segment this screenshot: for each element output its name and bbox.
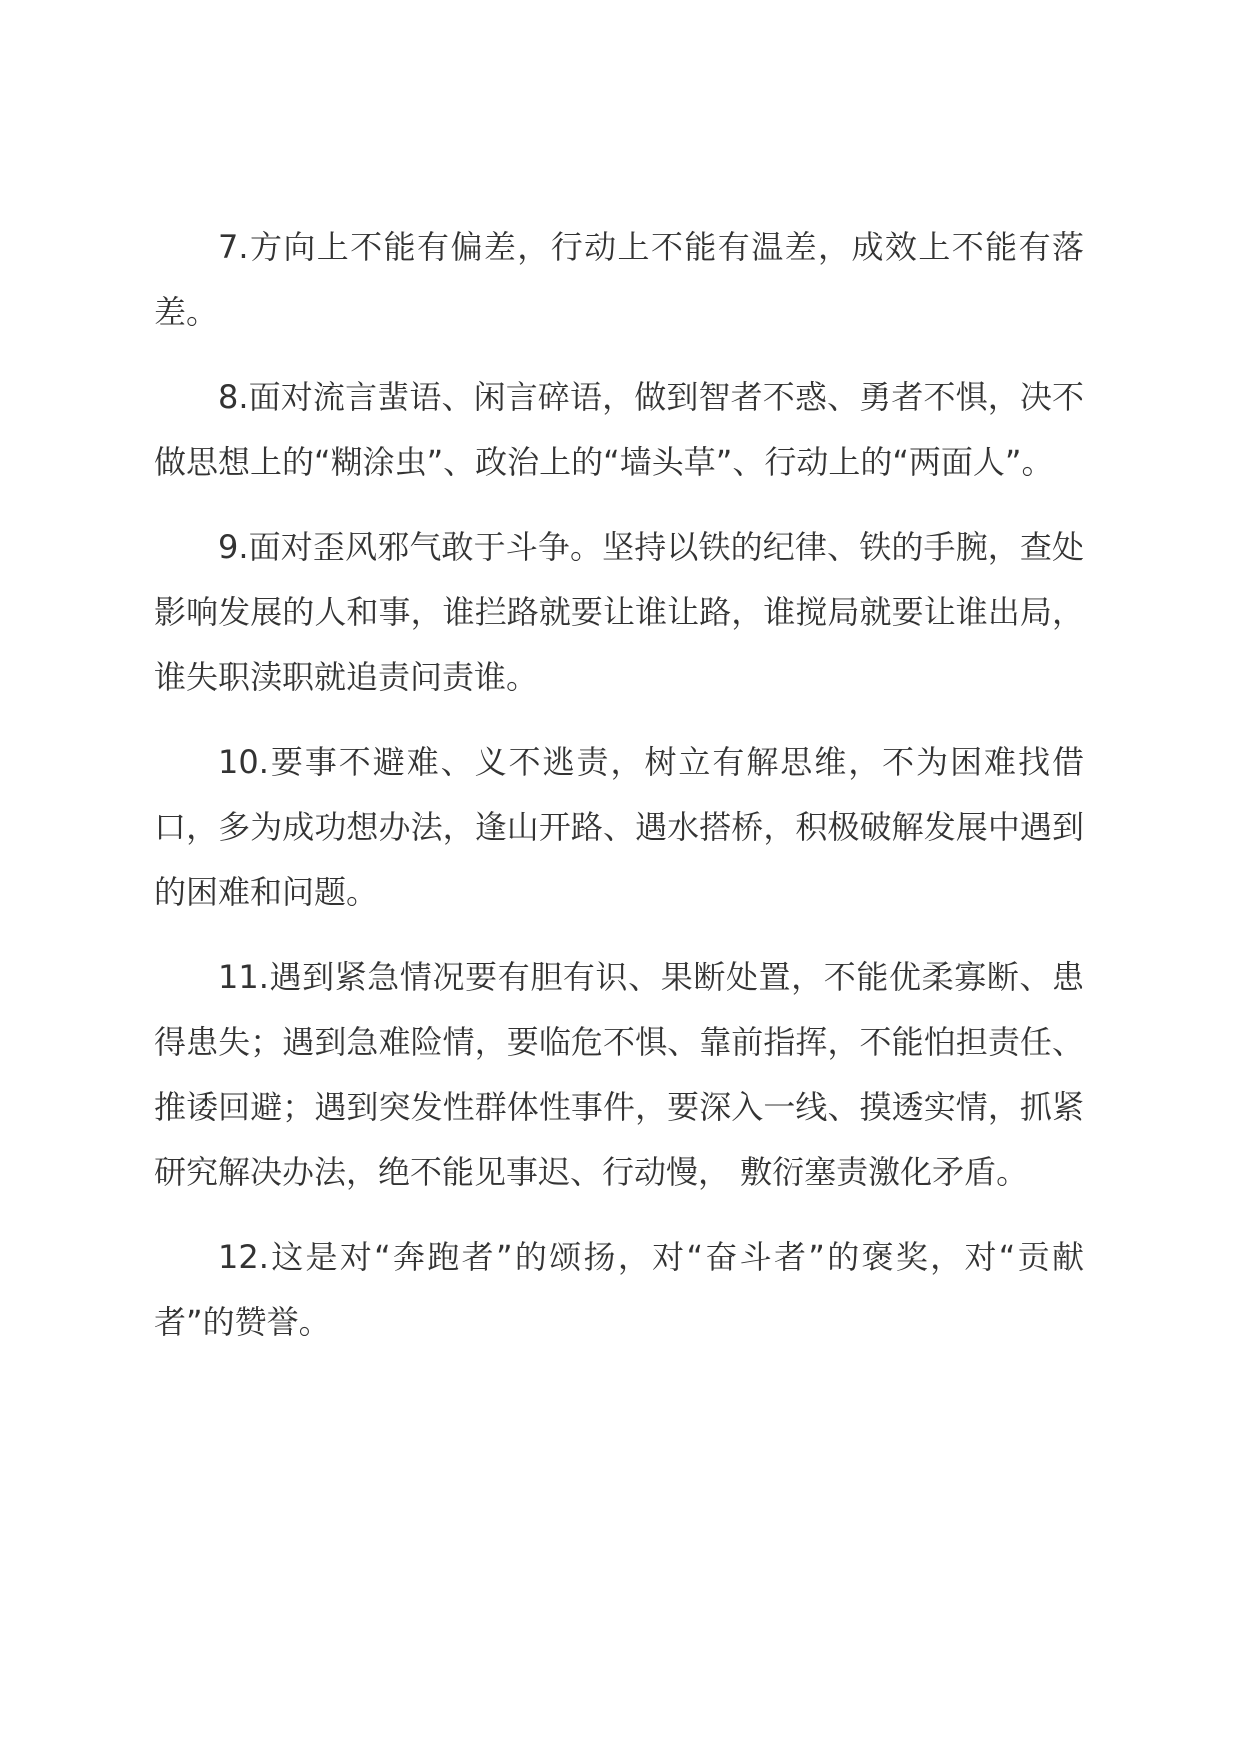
paragraph-12: 12.这是对“奔跑者”的颂扬，对“奋斗者”的褒奖，对“贡献者”的赞誉。 [154, 1238, 1084, 1341]
paragraph-8: 8.面对流言蜚语、闲言碎语，做到智者不惑、勇者不惧，决不做思想上的“糊涂虫”、政治上的“墙头草”、行动上的“两面人”。 [154, 378, 1084, 481]
paragraph-7: 7.方向上不能有偏差，行动上不能有温差，成效上不能有落差。 [154, 228, 1084, 331]
paragraph-9: 9.面对歪风邪气敢于斗争。坚持以铁的纪律、铁的手腕，查处影响发展的人和事，谁拦路就要让谁让路，谁搅局就要让谁出局，谁失职渎职就追责问责谁。 [154, 528, 1084, 696]
document-page [154, 215, 1084, 1375]
paragraph-11: 11.遇到紧急情况要有胆有识、果断处置，不能优柔寡断、患得患失；遇到急难险情，要临危不惧、靠前指挥，不能怕担责任、推诿回避；遇到突发性群体性事件，要深入一线、摸透实情，抓紧研究解决办法，绝不能见事迟、行动慢， 敷衍塞责激化矛盾。 [154, 958, 1084, 1191]
paragraph-10: 10.要事不避难、义不逃责，树立有解思维，不为困难找借口，多为成功想办法，逢山开路、遇水搭桥，积极破解发展中遇到的困难和问题。 [154, 743, 1084, 911]
